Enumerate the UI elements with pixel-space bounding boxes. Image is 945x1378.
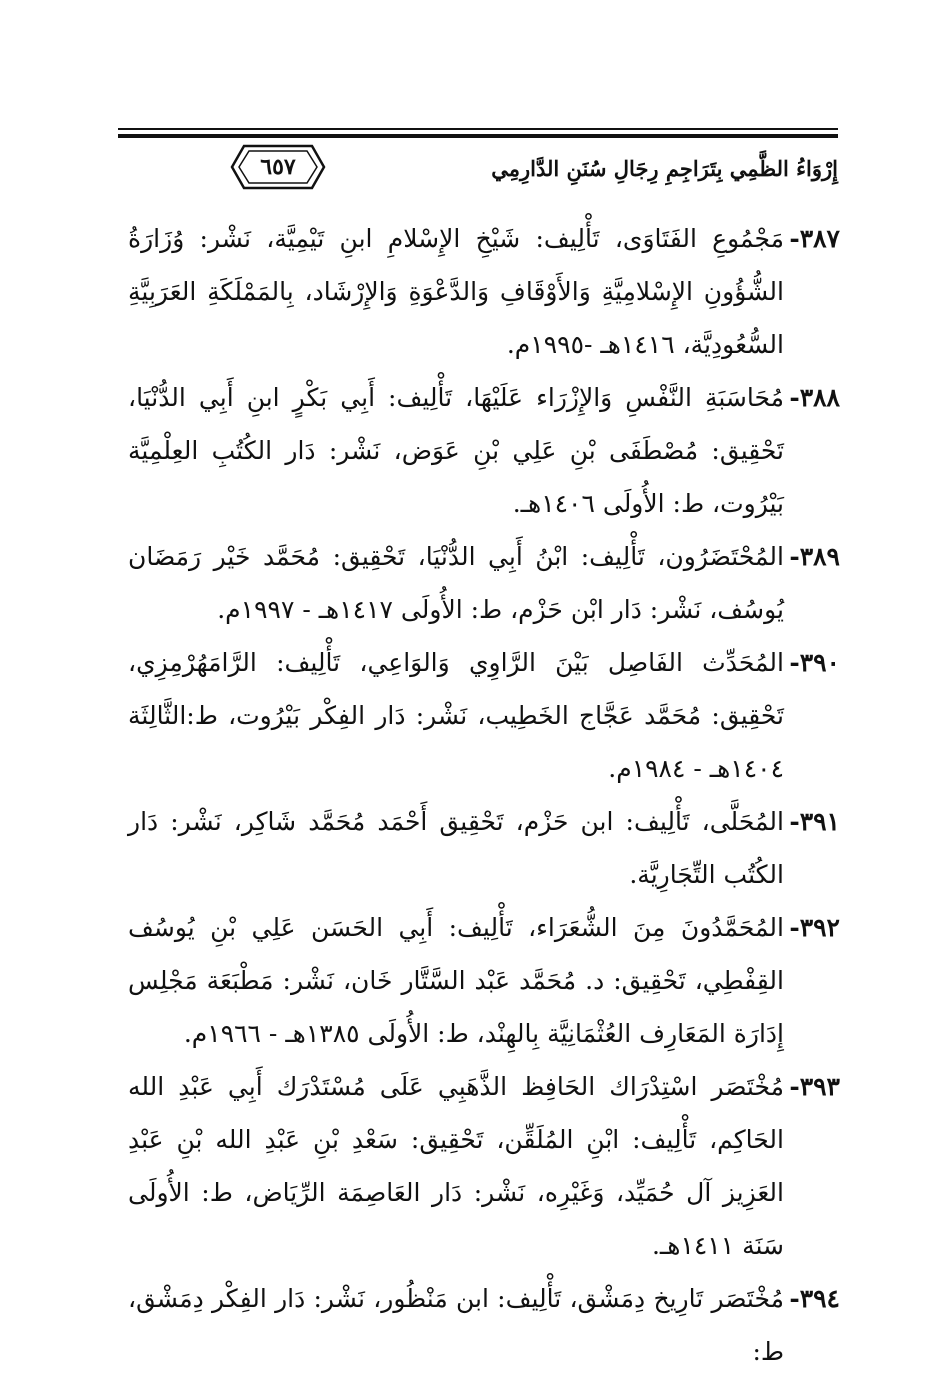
entry-number: ٣٨٨-	[789, 383, 840, 412]
entry-text: المُحَمَّدُونَ مِنَ الشُّعَرَاء، تَأْلِيف: أَبِي الحَسَن عَلِي بْنِ يُوسُف القِفْطِي، تَحْقِيق: د. مُحَمَّد عَبْد السَّتَّار خَان، نَشْر: مَطْبَعَة مَجْلِس إِدَارَة المَعَارِف العُثْمَانِيَّة بِالهِنْد، ط: الأُولَى ١٣٨٥هـ - ١٩٦٦م.	[128, 913, 784, 1048]
entry-text: مُخْتَصَر تَارِيخ دِمَشْق، تَأْلِيف: ابن مَنْظُور، نَشْر: دَار الفِكْر دِمَشْق، ط:	[128, 1284, 784, 1366]
header-rule-thick	[118, 134, 838, 138]
entry-number: ٣٨٧-	[789, 224, 840, 253]
bibliography-entry	[128, 636, 840, 795]
entry-text: مَجْمُوعِ الفَتَاوَى، تَأْلِيف: شَيْخِ الإِسْلامِ ابنِ تَيْمِيَّة، نَشْر: وُزَارَةُ الشُّؤُونِ الإِسْلامِيَّةِ وَالأَوْقَافِ وَالدَّعْوَةِ وَالإِرْشَاد، بِالمَمْلَكَةِ العَرَبِيَّةِ السُّعُودِيَّة، ١٤١٦هـ -١٩٩٥م.	[128, 224, 784, 359]
entry-number: ٣٩٤-	[789, 1284, 840, 1313]
bibliography-entry	[128, 530, 840, 636]
entry-number: ٣٨٩-	[789, 542, 840, 571]
entry-text: مُخْتَصَر اسْتِدْرَاك الحَافِظ الذَّهَبِي عَلَى مُسْتَدْرَك أَبِي عَبْدِ الله الحَاكِم، تَأْلِيف: ابْنِ المُلَقِّن، تَحْقِيق: سَعْدِ بْنِ عَبْدِ الله بْنِ عَبْدِ العَزِيز آل حُمَيِّد، وَغَيْرِه، نَشْر: دَار العَاصِمَة الرِّيَاض، ط: الأُولَى سَنَة ١٤١١هـ.	[128, 1072, 784, 1260]
bibliography-entry	[128, 901, 840, 1060]
bibliography-entry	[128, 212, 840, 371]
entry-number: ٣٩٠-	[789, 648, 840, 677]
bibliography-list	[128, 212, 840, 1378]
entry-number: ٣٩٢-	[789, 913, 840, 942]
running-title: إِرْوَاءُ الظَّمِي بِتَرَاجِمِ رِجَالِ سُنَنِ الدَّارِمِي	[491, 156, 838, 181]
entry-text: مُحَاسَبَةِ النَّفْسِ وَالإِزْرَاء عَلَيْهَا، تَأْلِيف: أَبِي بَكْرٍ ابنِ أَبِي الدُّنْيَا، تَحْقِيق: مُصْطَفَى بْنِ عَلِي بْنِ عَوَض، نَشْر: دَار الكُتُبِ العِلْمِيَّة بَيْرُوت، ط: الأُولَى ١٤٠٦هـ.	[128, 383, 784, 518]
bibliography-entry	[128, 1060, 840, 1272]
page-number-badge	[230, 142, 326, 192]
header-rule-thin	[118, 128, 838, 130]
bibliography-entry	[128, 1272, 840, 1378]
entry-number: ٣٩١-	[789, 807, 840, 836]
page-header	[118, 122, 838, 192]
entry-text: المُحْتَضَرُون، تَأْلِيف: ابْنُ أَبِي الدُّنْيَا، تَحْقِيق: مُحَمَّد خَيْر رَمَضَان يُوسُف، نَشْر: دَار ابْن حَزْم، ط: الأُولَى ١٤١٧هـ - ١٩٩٧م.	[128, 542, 784, 624]
bibliography-entry	[128, 795, 840, 901]
entry-text: المُحَلَّى، تَأْلِيف: ابن حَزْم، تَحْقِيق أَحْمَد مُحَمَّد شَاكِر، نَشْر: دَار الكُتُب التِّجَارِيَّة.	[128, 807, 784, 889]
page-number: ٦٥٧	[260, 154, 296, 180]
entry-text: المُحَدِّث الفَاصِل بَيْنَ الرَّاوِي وَالوَاعِي، تَأْلِيف: الرَّامَهُرْمِزِي، تَحْقِيق: مُحَمَّد عَجَّاج الخَطِيب، نَشْر: دَار الفِكْر بَيْرُوت، ط:الثَّالِثَة ١٤٠٤هـ - ١٩٨٤م.	[128, 648, 784, 783]
entry-number: ٣٩٣-	[789, 1072, 840, 1101]
bibliography-entry	[128, 371, 840, 530]
